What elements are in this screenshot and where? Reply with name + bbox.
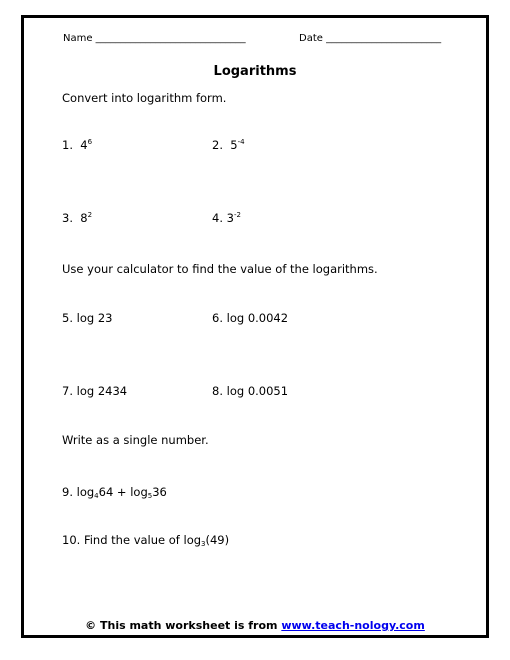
- exponent: 6: [87, 138, 93, 146]
- base: 5: [230, 138, 238, 152]
- exponent: 2: [87, 211, 93, 219]
- problem-9: 9. $\log_464 + \log_536$: [62, 485, 167, 500]
- worksheet-page: [21, 15, 489, 638]
- problem-number: 4.: [212, 211, 223, 225]
- date-field: Date _______________________: [299, 33, 442, 44]
- footer-text: © This math worksheet is from: [85, 619, 282, 632]
- base: 8: [80, 211, 88, 225]
- problem-number: 1.: [62, 138, 73, 152]
- section-convert-instructions: Convert into logarithm form.: [62, 91, 227, 105]
- name-field: Name ______________________________: [63, 33, 246, 44]
- log-base: 4: [94, 492, 99, 500]
- footer-link[interactable]: www.teach-nology.com: [281, 619, 425, 632]
- problem-5: 5. log 23: [62, 311, 113, 325]
- base: 4: [80, 138, 88, 152]
- problem-8: 8. log 0.0051: [212, 384, 289, 398]
- problem-3: [62, 211, 92, 225]
- problem-number: 2.: [212, 138, 223, 152]
- problem-number: 3.: [62, 211, 73, 225]
- section-single-number-instructions: Write as a single number.: [62, 433, 209, 447]
- problem-4: [212, 211, 241, 225]
- log-base: 5: [147, 492, 153, 500]
- problem-10: 10. Find the value of $\log_3(49)$: [62, 533, 230, 548]
- problem-1: [62, 138, 92, 152]
- base: 3: [226, 211, 234, 225]
- exponent: -2: [233, 211, 241, 219]
- problem-2: [212, 138, 245, 152]
- problem-7: 7. log 2434: [62, 384, 128, 398]
- section-calculator-instructions: Use your calculator to find the value of the logarithms.: [62, 262, 378, 276]
- problem-6: 6. log 0.0042: [212, 311, 289, 325]
- page-title: Logarithms: [213, 64, 297, 79]
- footer-credit: [24, 619, 486, 632]
- exponent: -4: [237, 138, 245, 146]
- log-base: 3: [201, 540, 206, 548]
